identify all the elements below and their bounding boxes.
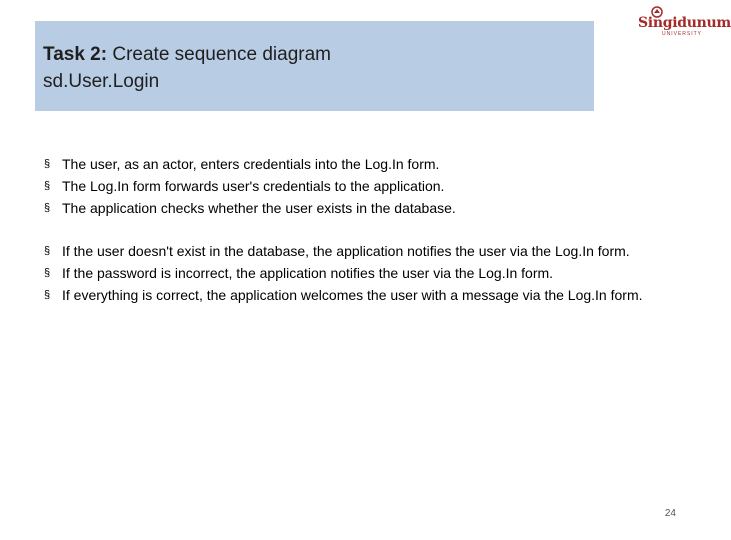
slide-title-line2: sd.User.Login [43,71,160,92]
slide-title-box [35,21,594,111]
list-item [44,284,664,306]
bullet-icon: § [44,267,51,279]
university-logo [632,6,731,37]
bullet-icon: § [44,289,51,301]
bullet-icon: § [44,202,51,214]
page-number: 24 [664,508,676,519]
title-task-label: Task 2: [43,44,108,65]
bullet-icon: § [44,158,51,170]
bullet-text: The Log.In form forwards user's credentials to the application. [62,178,445,194]
bullet-text: If the password is incorrect, the application notifies the user via the Log.In form. [62,265,554,281]
logo-name: Singidunum [638,15,731,31]
list-item [44,240,664,262]
bullet-text: The application checks whether the user exists in the database. [62,200,456,216]
slide-title [43,41,594,68]
bullet-list-1 [44,153,664,219]
list-item [44,262,664,284]
bullet-icon: § [44,180,51,192]
list-item [44,197,664,219]
list-item [44,175,664,197]
bullet-text: The user, as an actor, enters credentials into the Log.In form. [62,156,440,172]
title-task-text: Create sequence diagram [107,44,331,65]
bullet-text: If everything is correct, the application welcomes the user with a message via the Log.In form. [62,287,643,303]
bullet-list-2 [44,240,664,306]
list-item [44,153,664,175]
bullet-text: If the user doesn't exist in the database, the application notifies the user via the Log.In form. [62,243,630,259]
logo-subtitle: UNIVERSITY [662,31,703,37]
bullet-icon: § [44,245,51,257]
